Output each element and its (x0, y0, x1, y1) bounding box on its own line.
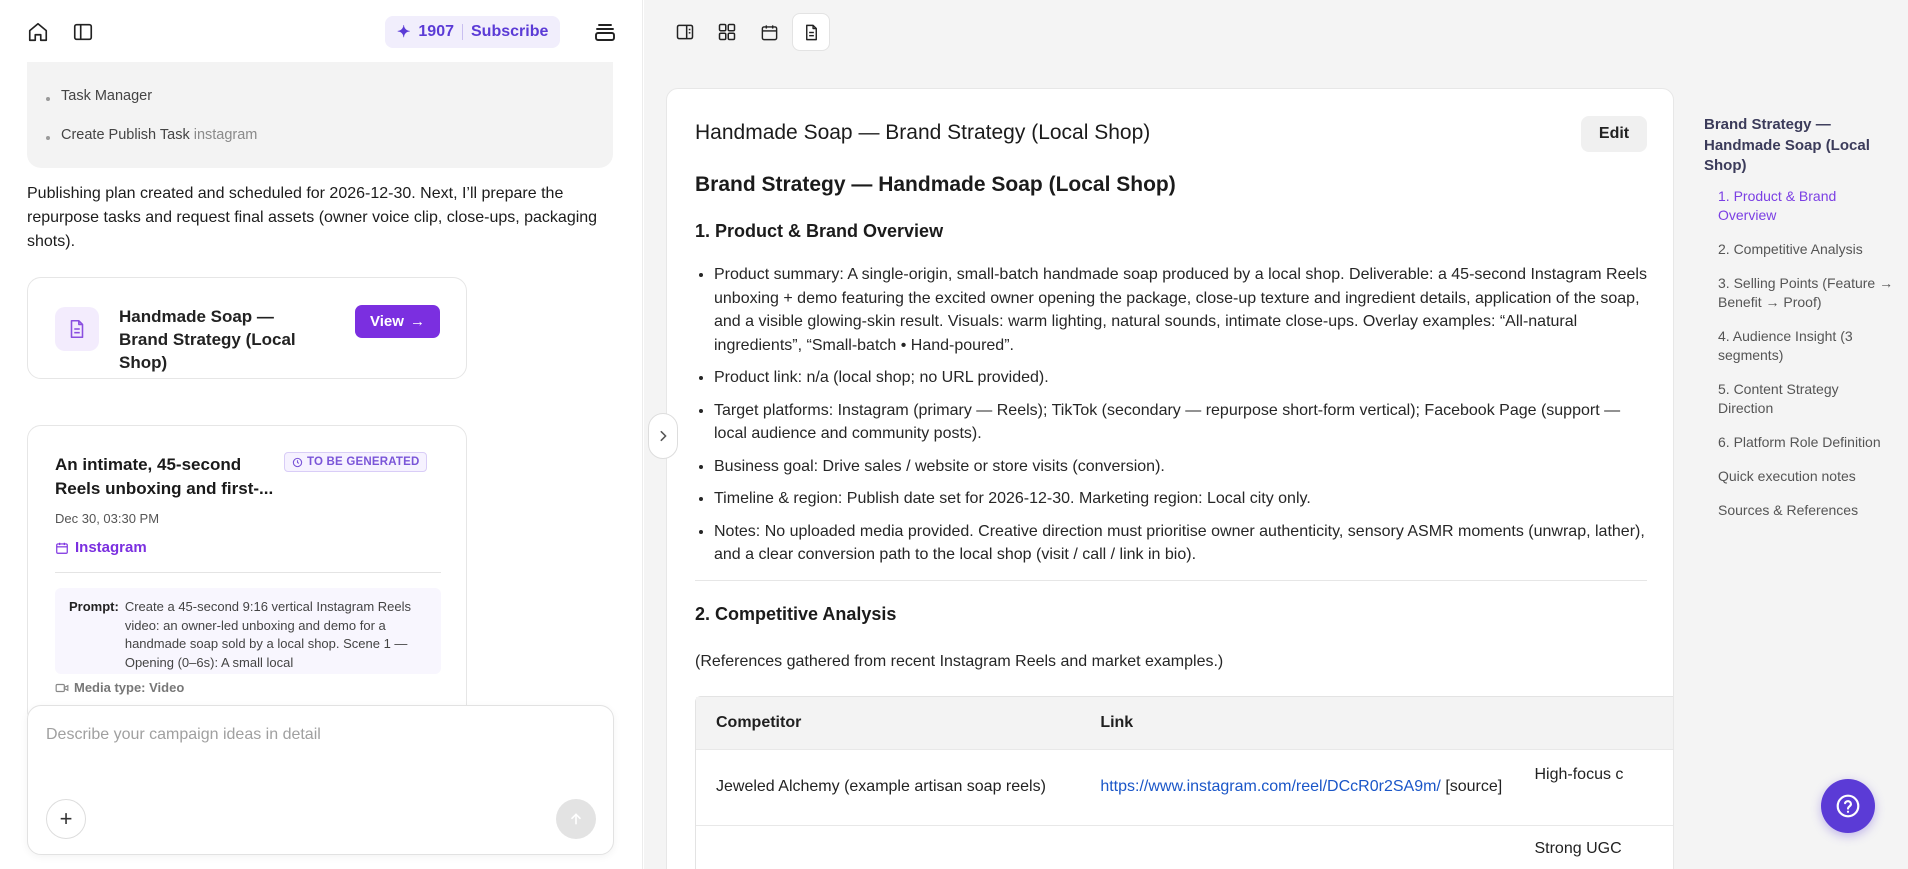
table-row (696, 749, 1674, 825)
tool-item-create-publish-task (61, 127, 613, 166)
document-title: Brand Strategy — Handmade Soap (Local Shop) (695, 173, 1176, 196)
edit-button[interactable]: Edit (1581, 116, 1647, 152)
view-document-button[interactable] (355, 305, 440, 338)
status-badge-label: TO BE GENERATED (307, 456, 420, 468)
home-icon[interactable] (23, 17, 53, 47)
toc-item-audience-insight[interactable]: 4. Audience Insight (3 segments) (1718, 327, 1853, 363)
competitor-link[interactable]: https://www.instagram.com/reel/DCcR0r2SA9m/ (1100, 778, 1441, 795)
split-panel-icon (675, 22, 695, 42)
list-item: • Notes: No uploaded media provided. Creative direction must prioritise owner authenticity, sensory ASMR moments (unwrap, lather), and a clear conversion path to the local shop (visit / call / link in bio). (714, 520, 1647, 567)
list-item: • Target platforms: Instagram (primary — Reels); TikTok (secondary — repurpose short-form vertical); Facebook Page (support — local audience and community posts). (714, 399, 1647, 446)
toc-item-platform-role[interactable]: 6. Platform Role Definition (1718, 433, 1881, 450)
toc-title[interactable]: Brand Strategy — Handmade Soap (Local Shop) (1704, 116, 1870, 174)
cell-notes: High-focus c (1534, 765, 1624, 783)
campaign-input[interactable] (46, 726, 586, 744)
toc-item-execution-notes[interactable]: Quick execution notes (1718, 467, 1856, 484)
grid-icon (717, 22, 737, 42)
credits-badge[interactable] (385, 16, 560, 48)
split-view-button[interactable] (666, 13, 704, 51)
task-title: An intimate, 45-second Reels unboxing and first-... (55, 455, 274, 498)
sidebar-toggle-icon[interactable] (68, 17, 98, 47)
tool-call-list (27, 62, 613, 168)
document-icon (802, 23, 821, 42)
column-header-link: Link (1100, 713, 1134, 731)
prompt-label: Prompt: (69, 599, 119, 614)
prompt-box (55, 588, 441, 674)
clock-icon (292, 457, 303, 468)
help-button[interactable] (1821, 779, 1875, 833)
chevron-right-icon (658, 430, 668, 442)
publish-task-card[interactable] (27, 425, 467, 725)
calendar-icon (760, 23, 779, 42)
column-header-competitor: Competitor (716, 713, 802, 731)
video-icon (55, 682, 69, 694)
chat-topbar (0, 0, 643, 62)
calendar-view-button[interactable] (750, 13, 788, 51)
chat-panel (0, 0, 643, 869)
tool-item-label: Create Publish Task (61, 127, 190, 143)
section-divider (695, 580, 1647, 581)
composer (27, 705, 614, 855)
product-overview-list (695, 263, 1647, 567)
help-icon (1835, 793, 1861, 819)
list-item: • Business goal: Drive sales / website or store visits (conversion). (714, 455, 1647, 479)
competitor-table (695, 696, 1674, 869)
document-card-title: Handmade Soap — Brand Strategy (Local Shop) (119, 307, 296, 372)
credits-count: 1907 (418, 23, 454, 40)
table-row (696, 825, 1674, 869)
task-platform-label: Instagram (75, 539, 147, 556)
arrow-right-icon: → (409, 313, 425, 330)
calendar-icon (55, 541, 69, 555)
status-badge (284, 452, 427, 472)
tool-item-suffix: instagram (193, 127, 258, 143)
grid-view-button[interactable] (708, 13, 746, 51)
column-header-notes (1534, 697, 1674, 713)
document-viewer (666, 88, 1674, 869)
tool-item-label: Task Manager (61, 88, 153, 104)
subscribe-button[interactable]: Subscribe (471, 23, 549, 40)
view-button-label: View (370, 313, 404, 330)
document-icon (55, 307, 99, 351)
collapse-panel-handle[interactable] (648, 413, 678, 459)
tool-item-task-manager (61, 88, 613, 127)
task-date: Dec 30, 03:30 PM (55, 511, 160, 526)
list-item: • Timeline & region: Publish date set for 2026-12-30. Marketing region: Local city only. (714, 487, 1647, 511)
plus-icon: + (59, 806, 73, 831)
send-button[interactable] (556, 799, 596, 839)
section-heading-product-overview: 1. Product & Brand Overview (695, 221, 944, 241)
list-item: • Product link: n/a (local shop; no URL provided). (714, 366, 1647, 390)
view-toolbar (666, 13, 830, 51)
toc-item-product-overview[interactable]: 1. Product & Brand Overview (1718, 187, 1837, 223)
document-workspace (644, 0, 1908, 869)
document-card[interactable] (27, 277, 467, 379)
stack-icon[interactable] (590, 17, 620, 47)
prompt-text: Create a 45-second 9:16 vertical Instagram Reels video: an owner-led unboxing and demo for a handmade soap sold by a local shop. Scene 1 — Opening (0–6s): A small local (124, 599, 411, 670)
media-type (55, 680, 184, 695)
arrow-up-icon (568, 811, 584, 827)
assistant-message: Publishing plan created and scheduled for 2026-12-30. Next, I’ll prepare the repurpose tasks and request final assets (owner voice clip, close-ups, packaging shots). (27, 185, 598, 250)
list-item: • Product summary: A single-origin, small-batch handmade soap produced by a local shop. Deliverable: a 45-second Instagram Reels unboxing + demo featuring the excited owner opening the package, close-up texture and ingredient details, application of the soap, and a visible glowing-skin result. Visuals: warm lighting, natural sounds, intimate close-ups. Overlay examples: “All-natural ingredients”, “Small-batch • Hand-poured”. (714, 263, 1647, 357)
table-of-contents (1704, 115, 1894, 535)
add-attachment-button[interactable] (46, 799, 86, 839)
section-heading-competitive-analysis: 2. Competitive Analysis (695, 603, 897, 624)
media-type-label: Media type: Video (74, 680, 185, 695)
document-view-button[interactable] (792, 13, 830, 51)
document-body (695, 171, 1647, 869)
document-header-title: Handmade Soap — Brand Strategy (Local Shop) (695, 121, 1151, 144)
cell-link (1080, 778, 1534, 796)
cell-competitor: Jeweled Alchemy (example artisan soap reels) (716, 778, 1046, 795)
task-platform (55, 539, 147, 556)
references-note: (References gathered from recent Instagram Reels and market examples.) (695, 652, 1224, 670)
credits-separator (462, 24, 463, 40)
sparkle-icon: ✦ (397, 24, 411, 41)
toc-item-content-strategy[interactable]: 5. Content Strategy Direction (1718, 380, 1839, 416)
toc-item-selling-points[interactable]: 3. Selling Points (Feature → Benefit → Proof) (1718, 274, 1894, 310)
table-header-row (696, 697, 1674, 749)
cell-notes: Strong UGC (1534, 839, 1622, 857)
task-divider (55, 572, 441, 573)
toc-item-sources[interactable]: Sources & References (1718, 501, 1859, 518)
source-link[interactable]: [source] (1445, 778, 1503, 795)
toc-item-competitive-analysis[interactable]: 2. Competitive Analysis (1718, 240, 1863, 257)
